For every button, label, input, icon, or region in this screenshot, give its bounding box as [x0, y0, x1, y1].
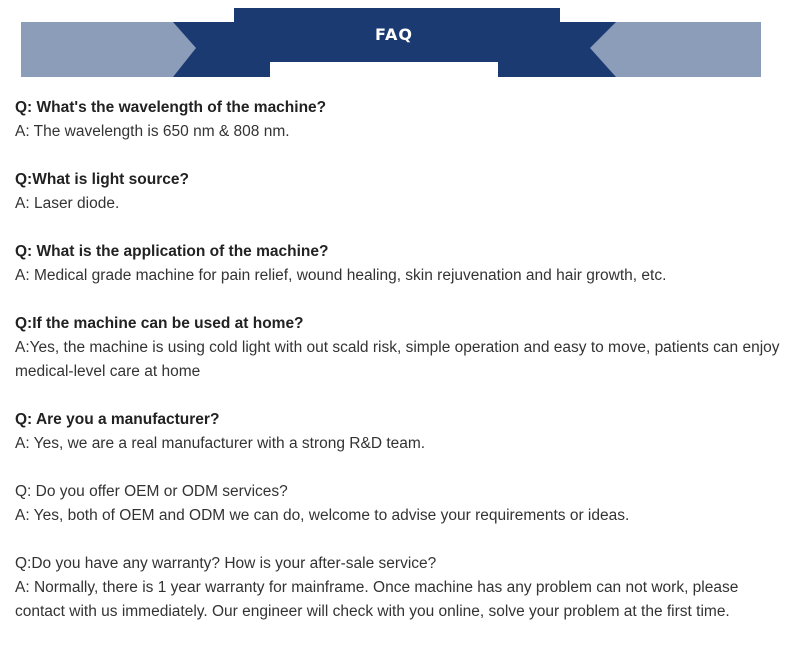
faq-answer: A:Yes, the machine is using cold light with out scald risk, simple operation and easy to move, patients can enjoy medical-level care at home: [15, 339, 780, 380]
faq-item: [15, 312, 785, 384]
faq-answer: A: Normally, there is 1 year warranty for mainframe. Once machine has any problem can not work, please contact with us immediately. Our engineer will check with you online, solve your problem at the first time.: [15, 579, 739, 620]
faq-item: [15, 408, 785, 456]
faq-question: Q: What's the wavelength of the machine?: [15, 99, 327, 116]
faq-answer: A: Laser diode.: [15, 195, 120, 212]
faq-item: [15, 240, 785, 288]
banner-right-band: [588, 22, 761, 77]
faq-answer: A: The wavelength is 650 nm & 808 nm.: [15, 123, 290, 140]
faq-question: Q: Are you a manufacturer?: [15, 411, 220, 428]
faq-question: Q: What is the application of the machine?: [15, 243, 329, 260]
faq-item: [15, 480, 785, 528]
faq-question: Q:What is light source?: [15, 171, 189, 188]
faq-answer: A: Yes, both of OEM and ODM we can do, welcome to advise your requirements or ideas.: [15, 507, 630, 524]
faq-question: Q: Do you offer OEM or ODM services?: [15, 483, 288, 500]
banner-left-band: [21, 22, 196, 77]
faq-question: Q:Do you have any warranty? How is your after-sale service?: [15, 555, 437, 572]
faq-answer: A: Yes, we are a real manufacturer with a strong R&D team.: [15, 435, 426, 452]
banner-bottom-tab: [270, 62, 498, 80]
faq-item: [15, 96, 785, 144]
faq-list: [15, 96, 785, 648]
faq-item: [15, 552, 785, 624]
faq-answer: A: Medical grade machine for pain relief, wound healing, skin rejuvenation and hair growth, etc.: [15, 267, 667, 284]
faq-banner: [0, 0, 802, 80]
faq-item: [15, 168, 785, 216]
faq-title: FAQ: [374, 25, 414, 44]
faq-question: Q:If the machine can be used at home?: [15, 315, 304, 332]
